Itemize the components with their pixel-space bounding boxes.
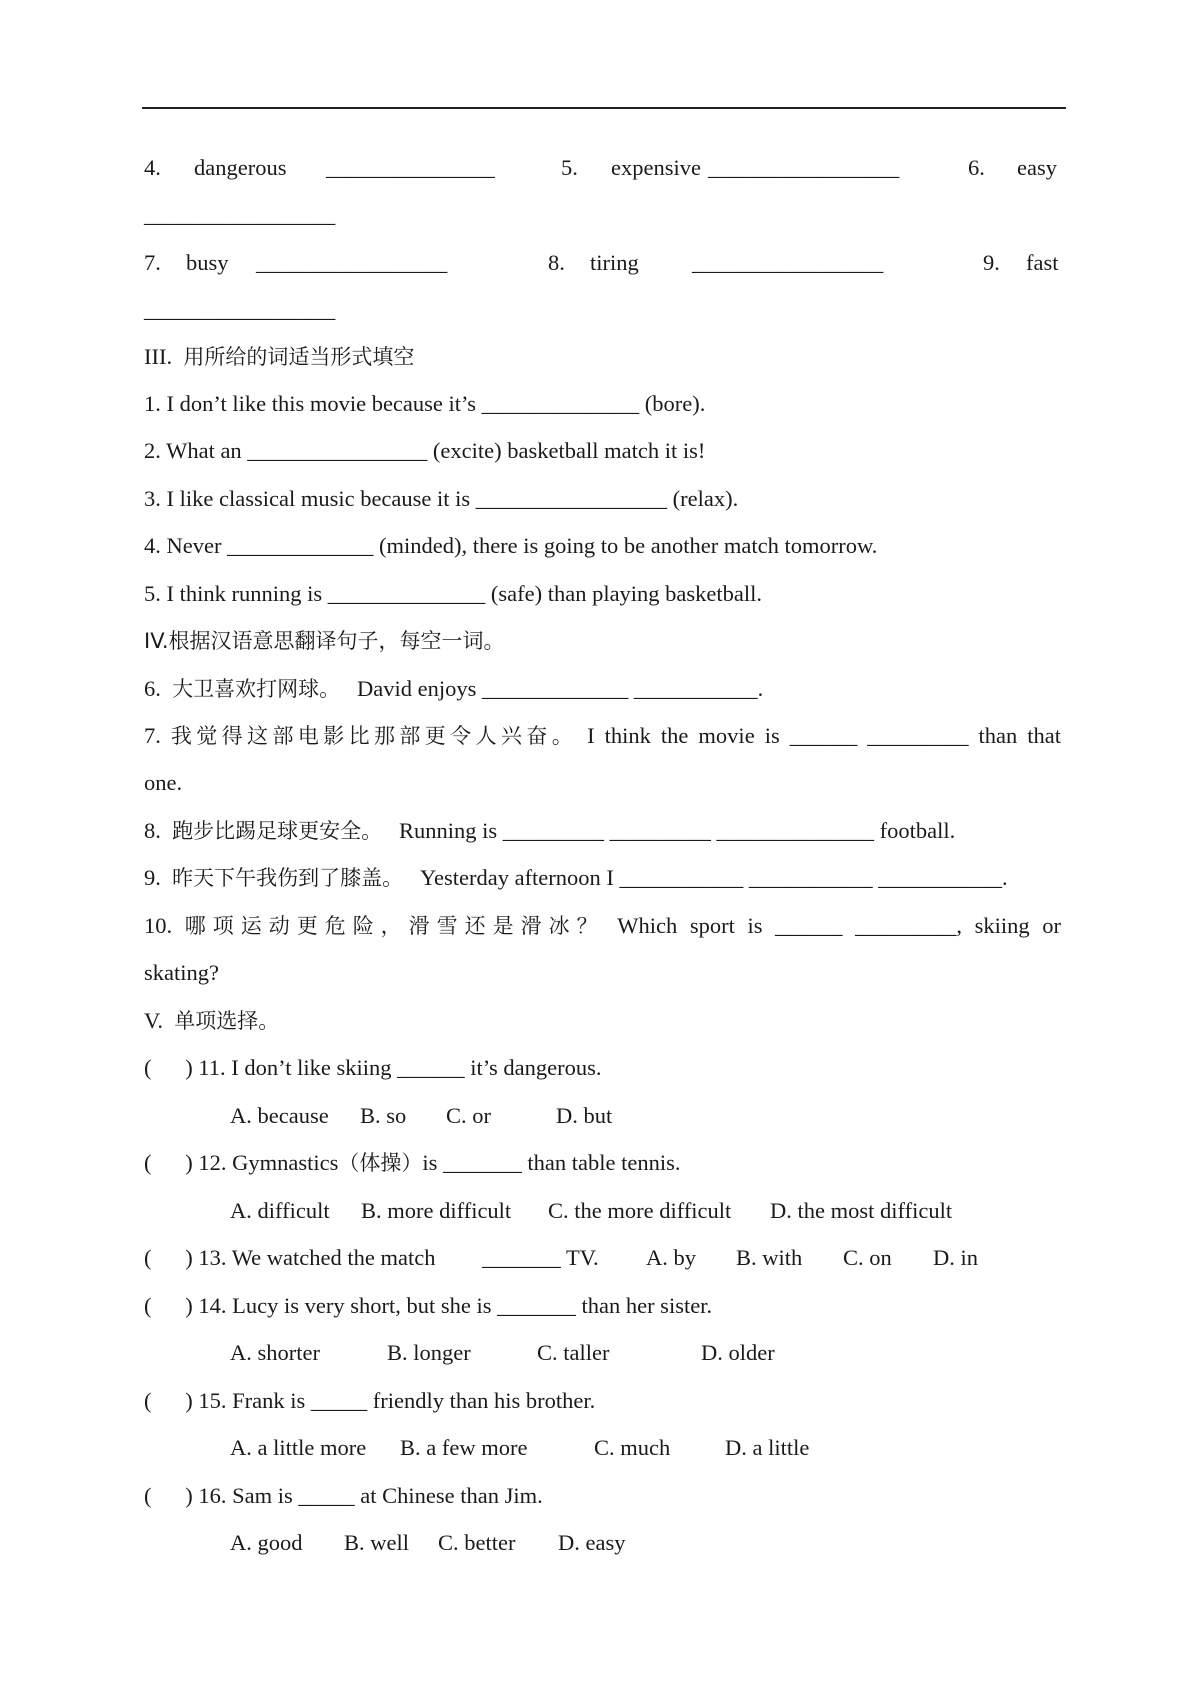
q12-option-b: B. more difficult bbox=[361, 1198, 512, 1223]
question-stem: 14. Lucy is very short, but she is _______ than her sister. bbox=[198, 1293, 713, 1318]
q12-option-d: D. the most difficult bbox=[770, 1198, 953, 1223]
item-chinese: 跑步比踢足球更安全。 bbox=[172, 819, 383, 843]
section-iv-item-7 bbox=[144, 721, 1061, 751]
section-iv-item-9 bbox=[144, 863, 1008, 893]
item-7-word: busy bbox=[186, 250, 229, 275]
section-iii-item-3: 3. I like classical music because it is _________________ (relax). bbox=[144, 486, 739, 511]
section-iii-heading bbox=[144, 342, 414, 372]
question-11 bbox=[144, 1053, 601, 1083]
item-chinese: 昨天下午我伤到了膝盖。 bbox=[172, 866, 404, 890]
question-12 bbox=[144, 1148, 680, 1178]
q16-option-b: B. well bbox=[344, 1530, 409, 1555]
item-7-blank[interactable]: _________________ bbox=[256, 250, 448, 275]
question-stem: 12. Gymnastics bbox=[198, 1150, 339, 1175]
answer-paren[interactable]: ( ) bbox=[144, 1388, 193, 1413]
item-english: Yesterday afternoon I ___________ ___________ ___________. bbox=[420, 865, 1008, 890]
q11-option-b: B. so bbox=[360, 1103, 407, 1128]
q16-option-c: C. better bbox=[438, 1530, 516, 1555]
item-english: Running is _________ _________ ______________ football. bbox=[399, 818, 956, 843]
q11-option-a: A. because bbox=[230, 1103, 329, 1128]
question-stem-end: is _______ than table tennis. bbox=[422, 1150, 681, 1175]
q13-option-a: A. by bbox=[646, 1245, 696, 1270]
q13-option-b: B. with bbox=[736, 1245, 803, 1270]
item-chinese: 我觉得这部电影比那部更令人兴奋。 bbox=[170, 724, 578, 748]
item-8-blank[interactable]: _________________ bbox=[692, 250, 884, 275]
section-iv-item-10-continued: skating? bbox=[144, 960, 219, 985]
question-16 bbox=[144, 1481, 543, 1511]
item-8-number: 8. bbox=[548, 250, 565, 275]
item-english: David enjoys _____________ ___________. bbox=[357, 676, 764, 701]
item-7-number: 7. bbox=[144, 250, 161, 275]
question-13 bbox=[144, 1243, 435, 1273]
q15-option-b: B. a few more bbox=[400, 1435, 528, 1460]
section-iv-item-6 bbox=[144, 674, 763, 704]
answer-paren[interactable]: ( ) bbox=[144, 1245, 193, 1270]
question-stem: 15. Frank is _____ friendly than his brother. bbox=[198, 1388, 596, 1413]
question-15 bbox=[144, 1386, 595, 1416]
item-4-word: dangerous bbox=[194, 155, 287, 180]
item-number: 9. bbox=[144, 865, 161, 890]
q11-option-d: D. but bbox=[556, 1103, 613, 1128]
item-8-word: tiring bbox=[590, 250, 639, 275]
item-6-number: 6. bbox=[968, 155, 985, 180]
question-stem: 11. I don’t like skiing ______ it’s dangerous. bbox=[198, 1055, 602, 1080]
question-stem-chinese: （体操） bbox=[338, 1151, 423, 1175]
q12-option-c: C. the more difficult bbox=[548, 1198, 732, 1223]
q14-option-c: C. taller bbox=[537, 1340, 610, 1365]
item-english: I think the movie is ______ _________ than that bbox=[587, 723, 1061, 748]
item-5-word: expensive bbox=[611, 155, 701, 180]
section-v-heading bbox=[144, 1006, 279, 1036]
section-iv-item-8 bbox=[144, 816, 955, 846]
q16-option-a: A. good bbox=[230, 1530, 303, 1555]
section-v-title: 单项选择。 bbox=[174, 1009, 280, 1033]
q13-option-d: D. in bbox=[933, 1245, 978, 1270]
q14-option-b: B. longer bbox=[387, 1340, 471, 1365]
answer-paren[interactable]: ( ) bbox=[144, 1055, 193, 1080]
question-stem: 16. Sam is _____ at Chinese than Jim. bbox=[198, 1483, 543, 1508]
section-iv-item-10 bbox=[144, 911, 1061, 941]
q14-option-d: D. older bbox=[701, 1340, 775, 1365]
item-number: 8. bbox=[144, 818, 161, 843]
item-4-number: 4. bbox=[144, 155, 161, 180]
item-5-number: 5. bbox=[561, 155, 578, 180]
item-5-blank[interactable]: _________________ bbox=[708, 155, 900, 180]
item-9-word: fast bbox=[1026, 250, 1059, 275]
item-4-blank[interactable]: _______________ bbox=[326, 155, 495, 180]
item-9-number: 9. bbox=[983, 250, 1000, 275]
q13-option-c: C. on bbox=[843, 1245, 892, 1270]
q15-option-c: C. much bbox=[594, 1435, 671, 1460]
item-number: 6. bbox=[144, 676, 161, 701]
q15-option-d: D. a little bbox=[725, 1435, 810, 1460]
section-iii-item-1: 1. I don’t like this movie because it’s ______________ (bore). bbox=[144, 391, 706, 416]
item-chinese: 大卫喜欢打网球。 bbox=[172, 677, 341, 701]
section-iii-item-2: 2. What an ________________ (excite) basketball match it is! bbox=[144, 438, 706, 463]
q13-blank: _______ TV. bbox=[482, 1245, 599, 1270]
item-number: 7. bbox=[144, 723, 161, 748]
section-iii-number: III. bbox=[144, 344, 173, 369]
q16-option-d: D. easy bbox=[558, 1530, 626, 1555]
item-english: Which sport is ______ _________, skiing or bbox=[617, 913, 1062, 938]
item-6-blank[interactable]: _________________ bbox=[144, 202, 336, 227]
q14-option-a: A. shorter bbox=[230, 1340, 320, 1365]
q11-option-c: C. or bbox=[446, 1103, 491, 1128]
header-rule bbox=[142, 107, 1066, 109]
answer-paren[interactable]: ( ) bbox=[144, 1483, 193, 1508]
section-iv-item-7-continued: one. bbox=[144, 770, 183, 795]
answer-paren[interactable]: ( ) bbox=[144, 1293, 193, 1318]
section-iv-heading: IV.根据汉语意思翻译句子，每空一词。 bbox=[144, 629, 505, 653]
section-iii-item-4: 4. Never _____________ (minded), there is going to be another match tomorrow. bbox=[144, 533, 878, 558]
section-iii-item-5: 5. I think running is ______________ (safe) than playing basketball. bbox=[144, 581, 763, 606]
q15-option-a: A. a little more bbox=[230, 1435, 367, 1460]
item-chinese: 哪项运动更危险，滑雪还是滑冰？ bbox=[184, 914, 605, 938]
answer-paren[interactable]: ( ) bbox=[144, 1150, 193, 1175]
q12-option-a: A. difficult bbox=[230, 1198, 330, 1223]
section-v-number: V. bbox=[144, 1008, 163, 1033]
item-9-blank[interactable]: _________________ bbox=[144, 297, 336, 322]
question-stem: 13. We watched the match bbox=[198, 1245, 436, 1270]
item-number: 10. bbox=[144, 913, 173, 938]
question-14 bbox=[144, 1291, 712, 1321]
item-6-word: easy bbox=[1017, 155, 1057, 180]
section-iii-title: 用所给的词适当形式填空 bbox=[183, 345, 415, 369]
